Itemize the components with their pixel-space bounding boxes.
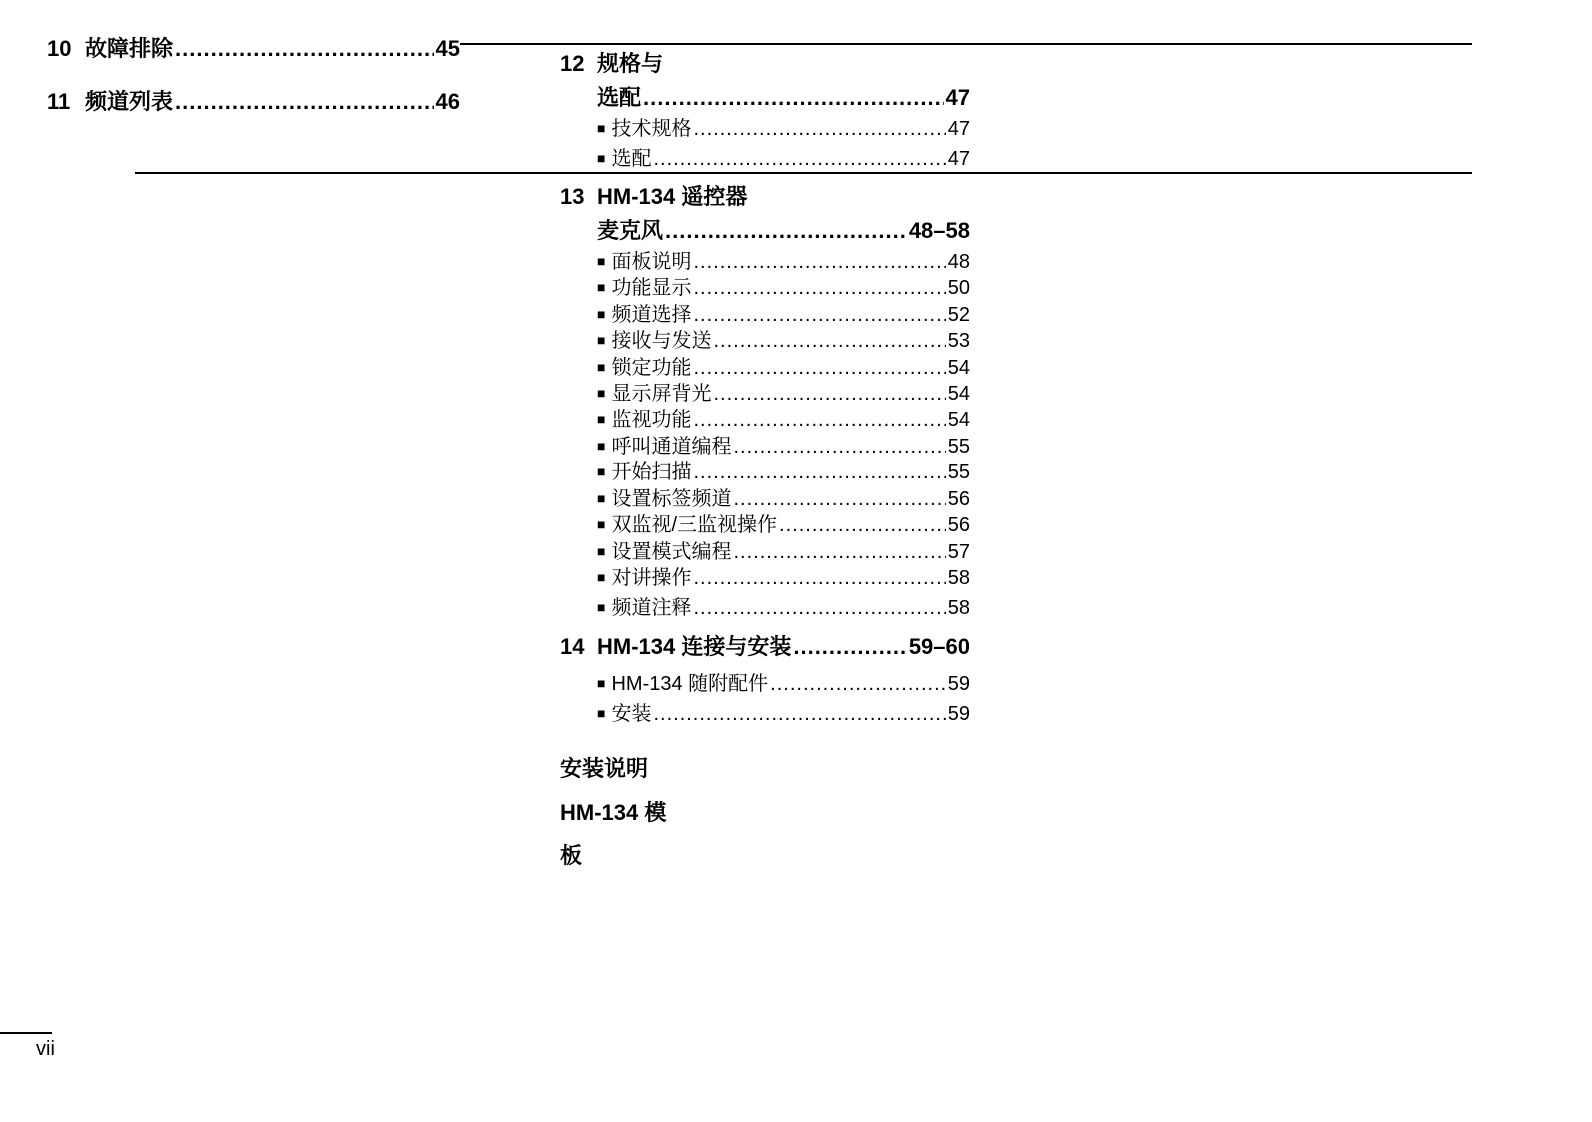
square-bullet-icon: ■ — [597, 279, 606, 295]
mid-rule — [135, 172, 1472, 174]
toc-subentry[interactable] — [597, 561, 970, 590]
section-number: 14 — [560, 634, 585, 659]
toc-subentry[interactable] — [597, 245, 970, 274]
square-bullet-icon: ■ — [597, 306, 606, 322]
square-bullet-icon: ■ — [597, 120, 606, 136]
page-number: 48–58 — [908, 218, 970, 243]
leader-dots — [693, 567, 945, 590]
toc-subentry[interactable] — [597, 298, 970, 327]
page-number: 58 — [947, 567, 970, 589]
toc-entry-11[interactable] — [47, 85, 460, 116]
page-number: 47 — [945, 85, 970, 110]
page-number: 59–60 — [908, 634, 970, 659]
square-bullet-icon: ■ — [597, 385, 606, 401]
square-bullet-icon: ■ — [597, 516, 606, 532]
page-number: 47 — [947, 118, 970, 140]
page-number: 55 — [947, 436, 970, 458]
section-title-line2: 麦克风 — [597, 218, 664, 243]
subentry-title: 接收与发送 — [611, 330, 712, 352]
toc-entry-14[interactable] — [560, 630, 970, 661]
subentry-title: 监视功能 — [611, 409, 692, 431]
page-number: 52 — [947, 304, 970, 326]
hm134-template-heading[interactable]: HM-134 模 — [560, 800, 667, 825]
subentry-title: 频道选择 — [611, 304, 692, 326]
section-title-line1: HM-134 遥控器 — [597, 184, 748, 209]
leader-dots — [793, 634, 906, 660]
square-bullet-icon: ■ — [597, 332, 606, 348]
page-number-footer: vii — [36, 1038, 55, 1060]
page-number: 50 — [947, 277, 970, 299]
section-number: 13 — [560, 184, 585, 209]
toc-subentry[interactable] — [597, 697, 970, 726]
subentry-title: 呼叫通道编程 — [611, 436, 732, 458]
toc-subentry[interactable] — [597, 535, 970, 564]
toc-subentry[interactable] — [597, 508, 970, 537]
toc-subentry[interactable] — [597, 403, 970, 432]
section-title: HM-134 连接与安装 — [597, 634, 792, 659]
square-bullet-icon: ■ — [597, 253, 606, 269]
subentry-title: 技术规格 — [611, 118, 692, 140]
toc-subentry[interactable] — [597, 455, 970, 484]
subentry-title: 设置模式编程 — [611, 541, 732, 563]
leader-dots — [653, 148, 945, 171]
square-bullet-icon: ■ — [597, 675, 606, 691]
subentry-title: 面板说明 — [611, 251, 692, 273]
template-heading-cont: 板 — [560, 843, 583, 868]
section-title: 故障排除 — [85, 36, 174, 61]
subentry-title: 开始扫描 — [611, 461, 692, 483]
leader-dots — [693, 461, 945, 484]
section-13-heading[interactable] — [560, 180, 747, 211]
leader-dots — [693, 409, 945, 432]
page-number: 55 — [947, 461, 970, 483]
section-title-line1: 规格与 — [597, 51, 664, 76]
leader-dots — [693, 597, 945, 620]
toc-subentry[interactable] — [597, 271, 970, 300]
install-instructions-heading[interactable]: 安装说明 — [560, 756, 649, 781]
square-bullet-icon: ■ — [597, 463, 606, 479]
leader-dots — [175, 36, 434, 62]
subentry-title: 设置标签频道 — [611, 488, 732, 510]
page-number: 59 — [947, 673, 970, 695]
toc-entry-10[interactable] — [47, 32, 460, 63]
subentry-title: HM-134 随附配件 — [611, 673, 769, 695]
subentry-title: 显示屏背光 — [611, 383, 712, 405]
page-number: 54 — [947, 409, 970, 431]
page-number: 56 — [947, 488, 970, 510]
leader-dots — [770, 673, 946, 696]
leader-dots — [713, 330, 945, 353]
subentry-title: 双监视/三监视操作 — [611, 514, 778, 536]
square-bullet-icon: ■ — [597, 599, 606, 615]
subentry-title: 锁定功能 — [611, 357, 692, 379]
section-number: 10 — [47, 36, 72, 61]
page-number: 54 — [947, 357, 970, 379]
square-bullet-icon: ■ — [597, 438, 606, 454]
subentry-title: 对讲操作 — [611, 567, 692, 589]
toc-entry-12[interactable] — [597, 81, 970, 112]
leader-dots — [693, 118, 945, 141]
square-bullet-icon: ■ — [597, 705, 606, 721]
leader-dots — [653, 703, 945, 726]
subentry-title: 功能显示 — [611, 277, 692, 299]
square-bullet-icon: ■ — [597, 150, 606, 166]
leader-dots — [779, 514, 946, 537]
section-title: 频道列表 — [85, 89, 174, 114]
toc-entry-13[interactable] — [597, 214, 970, 245]
page-number: 57 — [947, 541, 970, 563]
section-number: 11 — [47, 89, 71, 114]
top-rule — [460, 43, 1472, 45]
square-bullet-icon: ■ — [597, 490, 606, 506]
toc-subentry[interactable] — [597, 351, 970, 380]
square-bullet-icon: ■ — [597, 543, 606, 559]
square-bullet-icon: ■ — [597, 411, 606, 427]
toc-subentry[interactable] — [597, 667, 970, 696]
section-title-line2: 选配 — [597, 85, 642, 110]
square-bullet-icon: ■ — [597, 359, 606, 375]
toc-subentry[interactable] — [597, 142, 970, 171]
footer-rule — [0, 1032, 52, 1034]
leader-dots — [175, 89, 434, 115]
square-bullet-icon: ■ — [597, 569, 606, 585]
section-12-heading[interactable] — [560, 47, 663, 78]
page-number: 54 — [947, 383, 970, 405]
page-number: 59 — [947, 703, 970, 725]
leader-dots — [693, 277, 945, 300]
toc-subentry[interactable] — [597, 482, 970, 511]
subentry-title: 安装 — [611, 703, 652, 725]
page-number: 46 — [435, 89, 460, 114]
page-number: 45 — [435, 36, 460, 61]
page-number: 56 — [947, 514, 970, 536]
page-number: 47 — [947, 148, 970, 170]
section-number: 12 — [560, 51, 585, 76]
page-number: 53 — [947, 330, 970, 352]
toc-subentry[interactable] — [597, 324, 970, 353]
page-number: 58 — [947, 597, 970, 619]
toc-subentry[interactable] — [597, 377, 970, 406]
leader-dots — [665, 218, 907, 244]
toc-subentry[interactable] — [597, 112, 970, 141]
page-number: 48 — [947, 251, 970, 273]
subentry-title: 频道注释 — [611, 597, 692, 619]
subentry-title: 选配 — [611, 148, 652, 170]
leader-dots — [643, 85, 944, 111]
toc-subentry[interactable] — [597, 591, 970, 620]
